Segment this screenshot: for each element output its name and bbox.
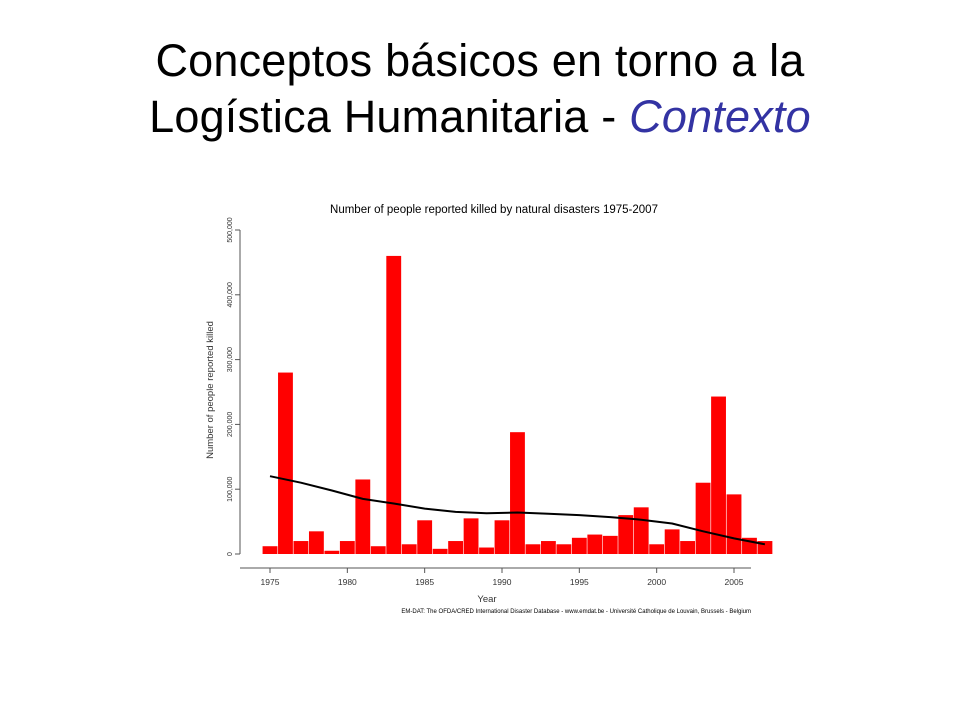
x-tick-label: 1980: [337, 577, 357, 587]
bar: [572, 538, 587, 554]
bar: [634, 507, 649, 554]
bar: [696, 483, 711, 554]
slide-title-accent: Contexto: [629, 91, 811, 142]
slide-title-line-2-prefix: Logística Humanitaria -: [149, 91, 630, 142]
x-axis-label: Year: [477, 594, 497, 605]
bar: [587, 535, 602, 554]
bar: [618, 515, 633, 554]
bar: [727, 494, 742, 554]
bar: [433, 549, 448, 554]
bar: [464, 518, 479, 554]
x-tick-label: 2005: [724, 577, 744, 587]
bar: [680, 541, 695, 554]
bar: [417, 520, 432, 554]
bar: [510, 432, 525, 554]
x-tick-label: 1975: [260, 577, 280, 587]
bar: [371, 546, 386, 554]
bar: [711, 397, 726, 554]
y-tick-label: 0: [227, 552, 234, 556]
y-tick-label: 500,000: [227, 217, 234, 243]
bars: [263, 256, 773, 554]
chart-title: Number of people reported killed by natural disasters 1975-2007: [330, 204, 658, 216]
source-note: EM-DAT: The OFDA/CRED International Disaster Database - www.emdat.be - Université Catholique de Louvain, Brussels - Belgium: [401, 609, 751, 615]
bar: [495, 520, 510, 554]
bar: [278, 373, 293, 554]
y-axis: [227, 217, 240, 556]
x-axis: [240, 568, 751, 587]
bar: [309, 531, 324, 554]
x-tick-label: 1995: [569, 577, 589, 587]
bar: [479, 548, 494, 554]
bar: [386, 256, 401, 554]
slide-title-line-1: Conceptos básicos en torno a la: [155, 35, 805, 86]
x-tick-label: 2000: [647, 577, 667, 587]
bar: [340, 541, 355, 554]
y-tick-label: 200,000: [227, 411, 234, 438]
bar: [263, 546, 278, 554]
y-tick-label: 100,000: [227, 476, 234, 502]
bar: [355, 479, 370, 554]
x-tick-label: 1985: [415, 577, 435, 587]
bar: [324, 551, 339, 554]
x-tick-label: 1990: [492, 577, 512, 587]
y-tick-label: 300,000: [227, 346, 234, 373]
bar: [402, 544, 417, 554]
bar: [541, 541, 556, 554]
y-axis-label: Number of people reported killed: [205, 321, 216, 459]
bar: [665, 529, 680, 554]
bar: [649, 544, 664, 554]
bar: [448, 541, 463, 554]
bar: [294, 541, 309, 554]
bar: [603, 536, 618, 554]
bar: [556, 544, 571, 554]
bar: [526, 544, 541, 554]
y-tick-label: 400,000: [227, 282, 234, 308]
